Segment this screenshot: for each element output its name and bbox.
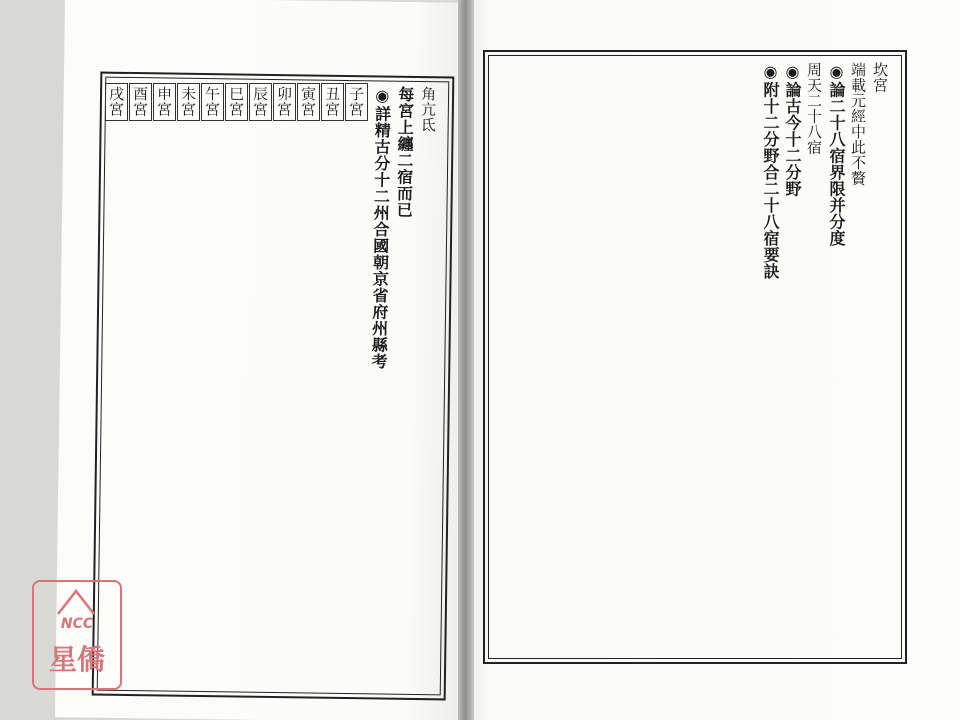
left-page-column-12: 申宮 (154, 85, 174, 118)
right-page-column-2: 端載元經中此不贅 (849, 62, 867, 186)
left-page-column-8: 辰宮 (250, 85, 270, 118)
left-page-palace-box (249, 83, 272, 121)
left-page-column-2: 每宮上纏二宿而已 (394, 85, 415, 219)
left-page-palace-box (273, 83, 296, 121)
left-page-palace-box (201, 83, 224, 121)
seal-cjk-text: 星僑 (48, 643, 105, 676)
book-spine (458, 0, 474, 720)
triangle-logo-icon (56, 588, 96, 616)
left-page-column-10: 午宮 (202, 85, 222, 118)
left-page-column-3: ◉詳精古分十二州合國朝京省府州縣考 (369, 85, 392, 370)
right-page-column-3: ◉論二十八宿界限并分度 (827, 62, 846, 247)
left-page-column-11: 未宮 (178, 85, 198, 118)
left-page-palace-box (129, 83, 152, 121)
right-page-column-5: ◉論古今十二分野 (783, 62, 802, 197)
left-page-column-9: 巳宮 (226, 85, 246, 118)
left-page-palace-box (177, 83, 200, 121)
publisher-seal (32, 580, 122, 690)
left-page-column-6: 寅宮 (298, 85, 318, 118)
left-page-column-13: 酉宮 (130, 85, 150, 118)
right-page-column-4: 周天二十八宿 (805, 62, 823, 155)
seal-latin-text: NCC (60, 616, 94, 632)
left-page-palace-box (297, 83, 320, 121)
left-page-column-7: 卯宮 (274, 85, 294, 118)
left-page-palace-box (153, 83, 176, 121)
left-page-column-14: 戌宮 (106, 85, 126, 118)
left-page-column-5: 丑宮 (322, 85, 342, 118)
left-page-palace-box (321, 83, 344, 121)
right-page-column-1: 坎宮 (871, 62, 889, 93)
left-page-palace-box (345, 83, 368, 121)
left-page-column-1: 角亢氐 (418, 85, 438, 133)
left-page-column-4: 子宮 (346, 85, 366, 118)
left-page-palace-box (105, 83, 128, 121)
left-page-palace-box (225, 83, 248, 121)
right-page-column-6: ◉附十二分野合二十八宿要訣 (761, 62, 780, 280)
